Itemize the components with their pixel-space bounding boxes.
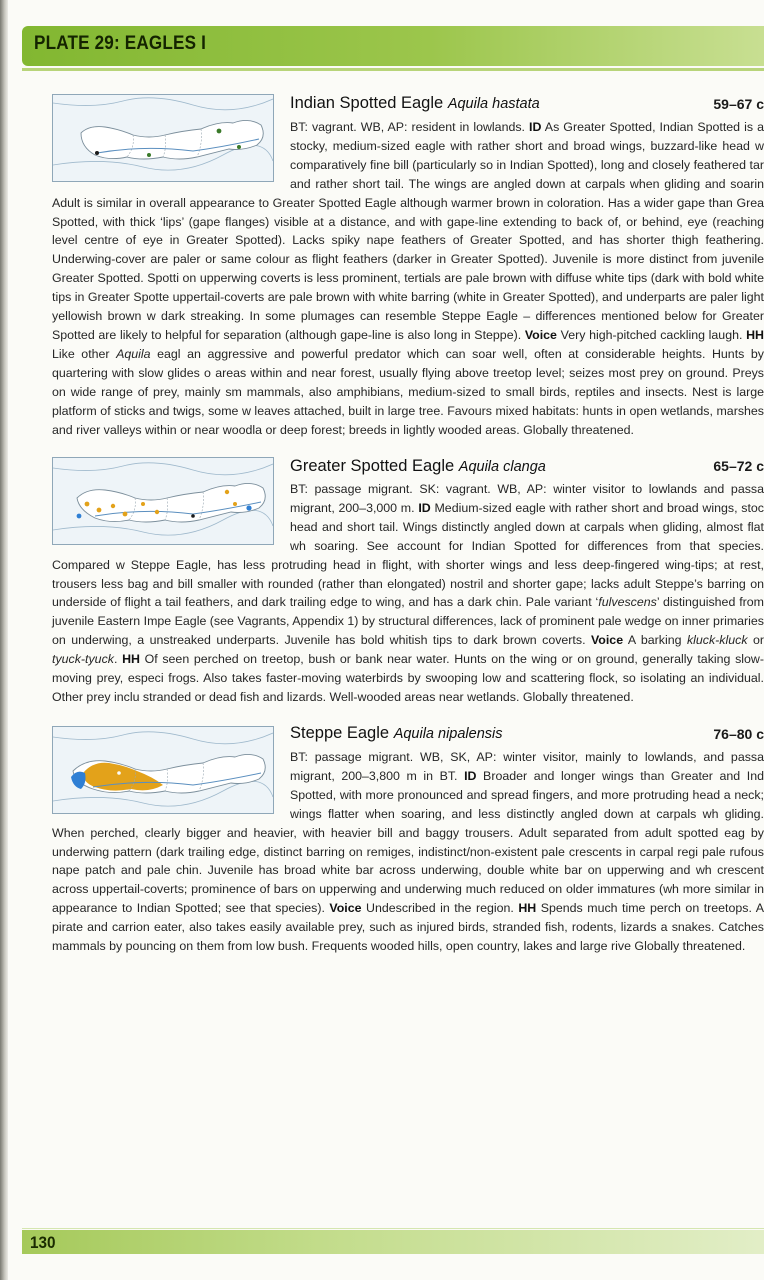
map-text-wrap	[52, 118, 290, 184]
map-river	[53, 463, 273, 475]
species-common-name: Indian Spotted Eagle	[290, 94, 444, 112]
range-dot-winter	[225, 490, 229, 494]
range-dot-passage	[77, 514, 82, 519]
species-account-steppe-eagle: BT: passage migrant. WB, SK, AP: winter visitor, mainly to lowlands, and passa migrant, 200–3,800 m in BT. ID Broader and longer wings than Greater and Ind Spotted, with more pronounced and spread fingers, and more protruding head a neck; wings flatter when soaring, and less distinctly angled down at carpals wh gliding. When perched, clearly bigger and heavier, with heavier bill and baggy trousers. Adult separated from adult spotted eag by underwing pattern (dark trailing edge, distinct barring on remiges, indistinct/non-existent pale crescents in carpal regi pale rufous nape patch and pale chin. Juvenile has broad white bar across underwing, double white bar on upperwing and wh crescent across uppertail-coverts; prominence of bars on upperwing and underwing much reduced on older immatures (wh more similar in appearance to Indian Spotted; see that species). Voice Undescribed in the region. HH Spends much time perch on treetops. A pirate and carrion eater, also takes easily available prey, such as injured birds, stranded fish, rodents, lizards a snakes. Catches mammals by pouncing on them from low bush. Frequents wooded hills, open country, lakes and large rive Globally threatened.	[52, 750, 764, 954]
range-dot-vagrant	[191, 514, 195, 518]
plate-title: PLATE 29: EAGLES I	[34, 33, 207, 54]
range-map-greater-spotted-eagle	[52, 457, 274, 545]
species-title-greater-spotted-eagle	[290, 457, 546, 476]
species-size: 59–67 c	[713, 96, 764, 112]
species-scientific-name: Aquila hastata	[447, 96, 540, 112]
range-dot-winter	[123, 512, 128, 517]
species-title-steppe-eagle	[290, 724, 503, 743]
range-dot-winter	[111, 504, 115, 508]
species-scientific-name: Aquila clanga	[458, 459, 546, 475]
footer-rule	[22, 1228, 764, 1229]
species-size: 76–80 c	[713, 726, 764, 742]
map-region-outline	[77, 483, 265, 522]
map-river	[53, 732, 273, 744]
range-dot-winter	[233, 502, 237, 506]
species-account-greater-spotted-eagle: BT: passage migrant. SK: vagrant. WB, AP: winter visitor to lowlands and passa migrant, 200–3,000 m. ID Medium-sized eagle with rather short and broad wings, stoc head and short tail. Wings distinctly angled down at carpals when gliding, almost flat wh soaring. See account for Indian Spotted for differences from that species. Compared w Steppe Eagle, has less protruding head in flight, with shorter wings and less deep-fingered wing-tips; at rest, trousers less bag and bill smaller with rounded (rather than elongated) nostril and shorter gape; lacks adult Steppe’s barring on underside of flight a tail feathers, and dark trailing edge to wing, and has a dark chin. Pale variant ‘fulvescens’ distinguished from juvenile Eastern Impe Eagle (see Vagrants, Appendix 1) by structural differences, lack of prominent pale wedge on inner primaries on underwing, a unstreaked underparts. Juvenile has bold whitish tips to dark brown coverts. Voice A barking kluck-kluck or tyuck-tyuck. HH Of seen perched on treetop, bush or bank near water. Hunts on the wing or on ground, generally taking slow-moving prey, especi frogs. Also takes faster-moving waterbirds by swooping low and scattering flock, so isolating an individual. Other prey inclu stranded or dead fish and lizards. Well-wooded areas near wetlands. Globally threatened.	[52, 482, 764, 704]
range-dot-winter	[97, 508, 102, 513]
range-dot-winter	[155, 510, 159, 514]
range-dot-winter	[117, 771, 121, 775]
species-size: 65–72 c	[713, 458, 764, 474]
map-range-passage	[71, 772, 86, 789]
species-common-name: Steppe Eagle	[290, 724, 390, 742]
footer-band	[22, 1230, 764, 1254]
range-map-steppe-eagle	[52, 726, 274, 814]
species-account-indian-spotted-eagle: BT: vagrant. WB, AP: resident in lowlands. ID As Greater Spotted, Indian Spotted is a stocky, medium-sized eagle with rather short and broad wings, buzzard-like head w comparatively fine bill (particularly so in Indian Spotted), long and closely feathered tar and rather short tail. The wings are angled down at carpals when gliding and soarin Adult is similar in overall appearance to Greater Spotted Eagle although warmer brown in coloration. Has a wider gape than Grea Spotted, with thick ‘lips’ (gape flanges) visible at a distance, and with gape-line extending to back of, or behind, eye (reaching level centre of eye in Greater Spotted). Lacks spiky nape feathers of Greater Spotted, and has shorter thigh feathering. Underwing-cover are paler or same colour as flight feathers (darker in Greater Spotted). Juvenile is more distinct from juvenile Greater Spotted. Spotti on upperwing coverts is less prominent, tertials are pale brown with diffuse white tips (dark with bold white tips in Greater Spotte uppertail-coverts are pale brown with white barring (white in Greater Spotted), and underparts are paler light yellowish brown w dark streaking. In some plumages can resemble Steppe Eagle – differences mentioned below for Greater Spotted are likely to helpful for separation (although gape-line is also long in Steppe). Voice Very high-pitched cackling laugh. HH Like other Aquila eagl an aggressive and powerful predator which can soar well, often at considerable heights. Hunts by quartering with slow glides o areas within and near forest, usually flying above treetop level; seizes most prey on ground. Preys on wide range of prey, mainly sm mammals, also amphibians, medium-sized to small birds, reptiles and insects. Nest is large platform of sticks and twigs, some w leaves attached, built in large tree. Favours mixed habitats: hunts in open wetlands, marshes and river valleys within or near woodla or deep forest; breeds in lightly wooded areas. Globally threatened.	[52, 120, 764, 437]
species-scientific-name: Aquila nipalensis	[393, 726, 503, 742]
range-dot-winter	[85, 502, 90, 507]
species-common-name: Greater Spotted Eagle	[290, 457, 455, 475]
range-dot-winter	[141, 502, 145, 506]
page-number: 130	[30, 1233, 56, 1252]
range-dot-passage	[246, 505, 251, 510]
